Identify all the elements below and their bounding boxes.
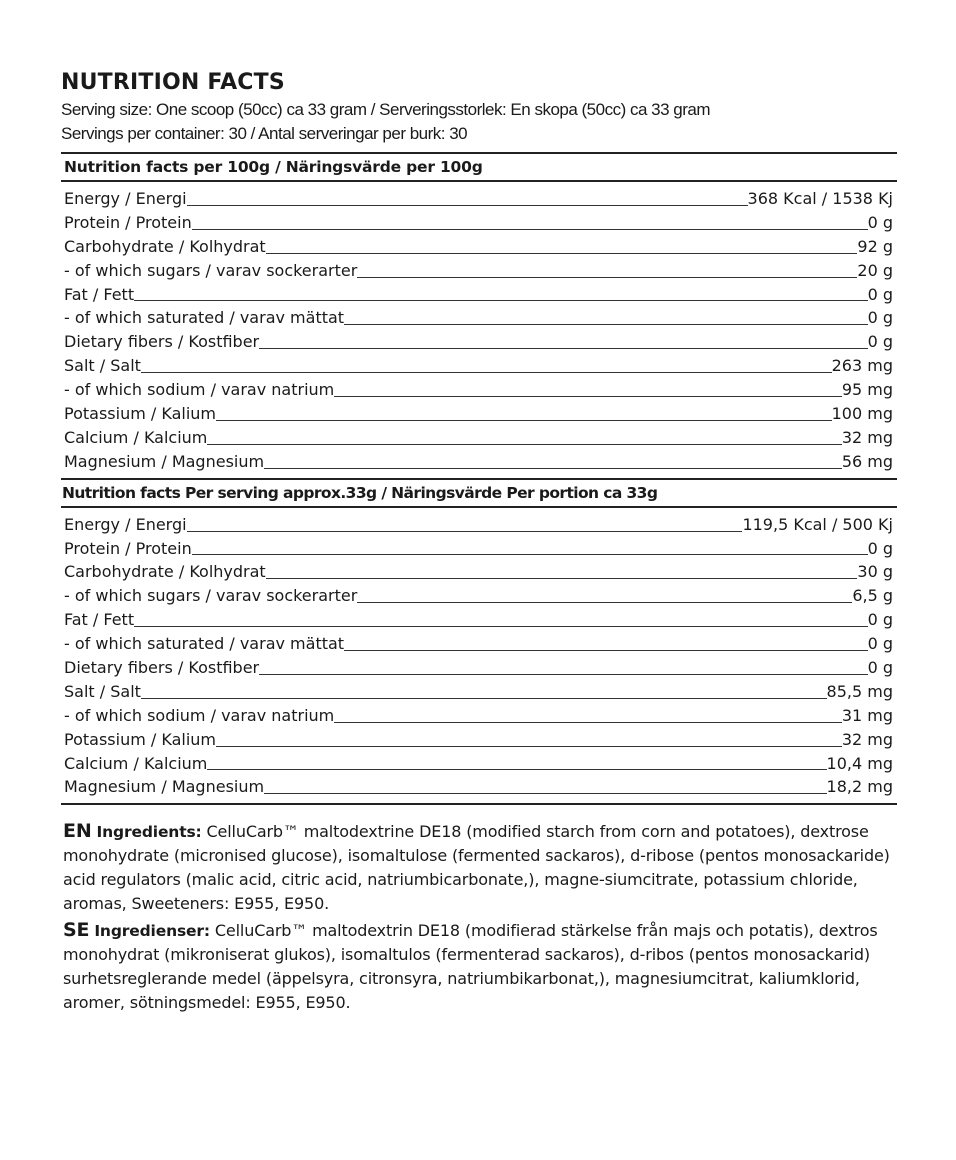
leader-line bbox=[216, 419, 832, 421]
nutrient-label: Calcium / Kalcium bbox=[64, 753, 208, 773]
nutrient-row bbox=[61, 402, 897, 426]
nutrient-label: Dietary fibers / Kostfiber bbox=[64, 658, 260, 678]
leader-line bbox=[334, 721, 842, 723]
nutrient-row bbox=[61, 704, 897, 728]
nutrient-row bbox=[61, 584, 897, 608]
nutrient-label: Carbohydrate / Kolhydrat bbox=[64, 562, 266, 582]
nutrient-label: Protein / Protein bbox=[64, 538, 192, 558]
nutrient-row bbox=[61, 235, 897, 259]
nutrient-label: - of which saturated / varav mättat bbox=[64, 308, 345, 328]
leader-line bbox=[344, 323, 868, 325]
nutrient-label: - of which sugars / varav sockerarter bbox=[64, 586, 358, 606]
leader-line bbox=[344, 649, 868, 651]
nutrient-row bbox=[61, 187, 897, 211]
per-serving-section bbox=[61, 478, 897, 804]
nutrient-value: 20 g bbox=[857, 260, 893, 280]
ingredients-en-text: CelluCarb™ maltodextrine DE18 (modified starch from corn and potatoes), dextrose monohydrate (micronised glucose), isomaltulose (fermented sackaros), d-ribose (pentos monosackaride) acid regulators (malic acid, citric acid, natriumbicarbonate,), magne-siumcitrate, potassium chloride, aromas, Sweeteners: E955, E950. bbox=[63, 822, 890, 914]
nutrient-row bbox=[61, 259, 897, 283]
lang-code-en: EN bbox=[63, 820, 92, 843]
nutrient-label: Energy / Energi bbox=[64, 189, 187, 208]
per-serving-header: Nutrition facts Per serving approx.33g / Näringsvärde Per portion ca 33g bbox=[61, 480, 897, 508]
nutrient-label: - of which saturated / varav mättat bbox=[64, 634, 345, 654]
nutrient-label: Fat / Fett bbox=[64, 610, 135, 630]
nutrient-row bbox=[61, 450, 897, 474]
leader-line bbox=[357, 601, 852, 603]
leader-line bbox=[357, 276, 857, 278]
nutrient-value: 32 mg bbox=[841, 427, 893, 447]
bottom-divider bbox=[61, 803, 897, 805]
nutrient-value: 0 g bbox=[867, 538, 893, 558]
nutrient-label: Salt / Salt bbox=[64, 681, 141, 701]
leader-line bbox=[207, 443, 841, 445]
ingredients-se-title: Ingredienser: bbox=[94, 922, 210, 941]
nutrient-row bbox=[61, 775, 897, 799]
nutrient-value: 0 g bbox=[867, 634, 893, 654]
nutrient-label: - of which sodium / varav natrium bbox=[64, 380, 335, 400]
leader-line bbox=[134, 299, 867, 301]
leader-line bbox=[264, 792, 826, 794]
nutrient-row bbox=[61, 354, 897, 378]
leader-line bbox=[264, 467, 842, 469]
per-100g-rows bbox=[61, 182, 897, 478]
leader-line bbox=[141, 371, 832, 373]
nutrient-row bbox=[61, 752, 897, 776]
leader-line bbox=[192, 228, 868, 230]
per-serving-rows bbox=[61, 508, 897, 804]
per-100g-section bbox=[61, 152, 897, 478]
leader-line bbox=[134, 625, 867, 627]
leader-line bbox=[216, 745, 842, 747]
nutrient-row bbox=[61, 330, 897, 354]
nutrient-value: 0 g bbox=[867, 332, 893, 352]
leader-line bbox=[187, 530, 743, 532]
nutrient-value: 100 mg bbox=[831, 404, 893, 424]
leader-line bbox=[187, 204, 748, 206]
nutrient-value: 30 g bbox=[857, 562, 893, 582]
leader-line bbox=[192, 553, 868, 555]
nutrient-value: 32 mg bbox=[841, 729, 893, 749]
ingredients-se-text: CelluCarb™ maltodextrin DE18 (modifierad stärkelse från majs och potatis), dextros monohydrat (mikroniserat glukos), isomaltulos (fermenterad sackaros), d-ribos (pentos monosackarid) surhetsreglerande medel (äppelsyra, citronsyra, natriumbikarbonat,), magnesiumcitrat, kaliumklorid, aromer, sötningsmedel: E955, E950. bbox=[63, 921, 878, 1013]
servings-per-container: Servings per container: 30 / Antal serveringar per burk: 30 bbox=[61, 124, 468, 143]
nutrient-row bbox=[61, 283, 897, 307]
nutrient-row bbox=[61, 608, 897, 632]
nutrient-value: 10,4 mg bbox=[826, 753, 893, 773]
nutrient-value: 18,2 mg bbox=[826, 777, 893, 797]
nutrient-value: 95 mg bbox=[841, 380, 893, 400]
nutrient-row bbox=[61, 378, 897, 402]
nutrient-label: Energy / Energi bbox=[64, 514, 187, 534]
nutrient-value: 119,5 Kcal / 500 Kj bbox=[742, 514, 893, 534]
nutrient-value: 31 mg bbox=[841, 705, 893, 725]
nutrient-row bbox=[61, 513, 897, 537]
nutrient-label: Potassium / Kalium bbox=[64, 404, 216, 424]
nutrient-label: - of which sodium / varav natrium bbox=[64, 705, 335, 725]
nutrient-row bbox=[61, 537, 897, 561]
nutrient-value: 6,5 g bbox=[852, 586, 893, 606]
nutrient-label: Magnesium / Magnesium bbox=[64, 777, 265, 797]
nutrient-value: 0 g bbox=[867, 308, 893, 328]
nutrient-label: Fat / Fett bbox=[64, 284, 135, 304]
nutrient-value: 0 g bbox=[867, 610, 893, 630]
ingredients-en-title: Ingredients: bbox=[96, 823, 202, 842]
nutrition-label bbox=[61, 68, 897, 1017]
nutrient-value: 263 mg bbox=[831, 356, 893, 376]
nutrient-row bbox=[61, 211, 897, 235]
nutrient-value: 0 g bbox=[867, 658, 893, 678]
nutrient-label: Magnesium / Magnesium bbox=[64, 451, 265, 471]
nutrient-row bbox=[61, 728, 897, 752]
leader-line bbox=[259, 347, 867, 349]
leader-line bbox=[259, 673, 867, 675]
nutrient-row bbox=[61, 306, 897, 330]
leader-line bbox=[141, 697, 827, 699]
nutrient-value: 92 g bbox=[857, 236, 893, 256]
nutrient-label: - of which sugars / varav sockerarter bbox=[64, 260, 358, 280]
nutrient-value: 56 mg bbox=[841, 451, 893, 471]
leader-line bbox=[207, 768, 826, 770]
nutrient-label: Protein / Protein bbox=[64, 212, 192, 232]
nutrient-value: 368 Kcal / 1538 Kj bbox=[747, 189, 893, 208]
nutrient-label: Salt / Salt bbox=[64, 356, 141, 376]
leader-line bbox=[266, 577, 858, 579]
nutrient-label: Dietary fibers / Kostfiber bbox=[64, 332, 260, 352]
nutrient-value: 85,5 mg bbox=[826, 681, 893, 701]
nutrient-row bbox=[61, 632, 897, 656]
ingredients-section bbox=[61, 819, 897, 1015]
nutrient-value: 0 g bbox=[867, 284, 893, 304]
per-100g-header: Nutrition facts per 100g / Näringsvärde per 100g bbox=[61, 154, 897, 182]
nutrient-row bbox=[61, 560, 897, 584]
lang-code-se: SE bbox=[63, 919, 90, 942]
leader-line bbox=[334, 395, 842, 397]
nutrient-row bbox=[61, 680, 897, 704]
nutrient-value: 0 g bbox=[867, 212, 893, 232]
nutrient-label: Potassium / Kalium bbox=[64, 729, 216, 749]
ingredients-en bbox=[63, 819, 897, 916]
nutrient-row bbox=[61, 656, 897, 680]
ingredients-se bbox=[63, 918, 897, 1015]
nutrient-row bbox=[61, 426, 897, 450]
serving-size: Serving size: One scoop (50cc) ca 33 gram / Serveringsstorlek: En skopa (50cc) ca 33 gram bbox=[61, 100, 711, 119]
nutrient-label: Calcium / Kalcium bbox=[64, 427, 208, 447]
nutrient-label: Carbohydrate / Kolhydrat bbox=[64, 236, 266, 256]
page-title: NUTRITION FACTS bbox=[61, 70, 285, 95]
leader-line bbox=[266, 252, 858, 254]
